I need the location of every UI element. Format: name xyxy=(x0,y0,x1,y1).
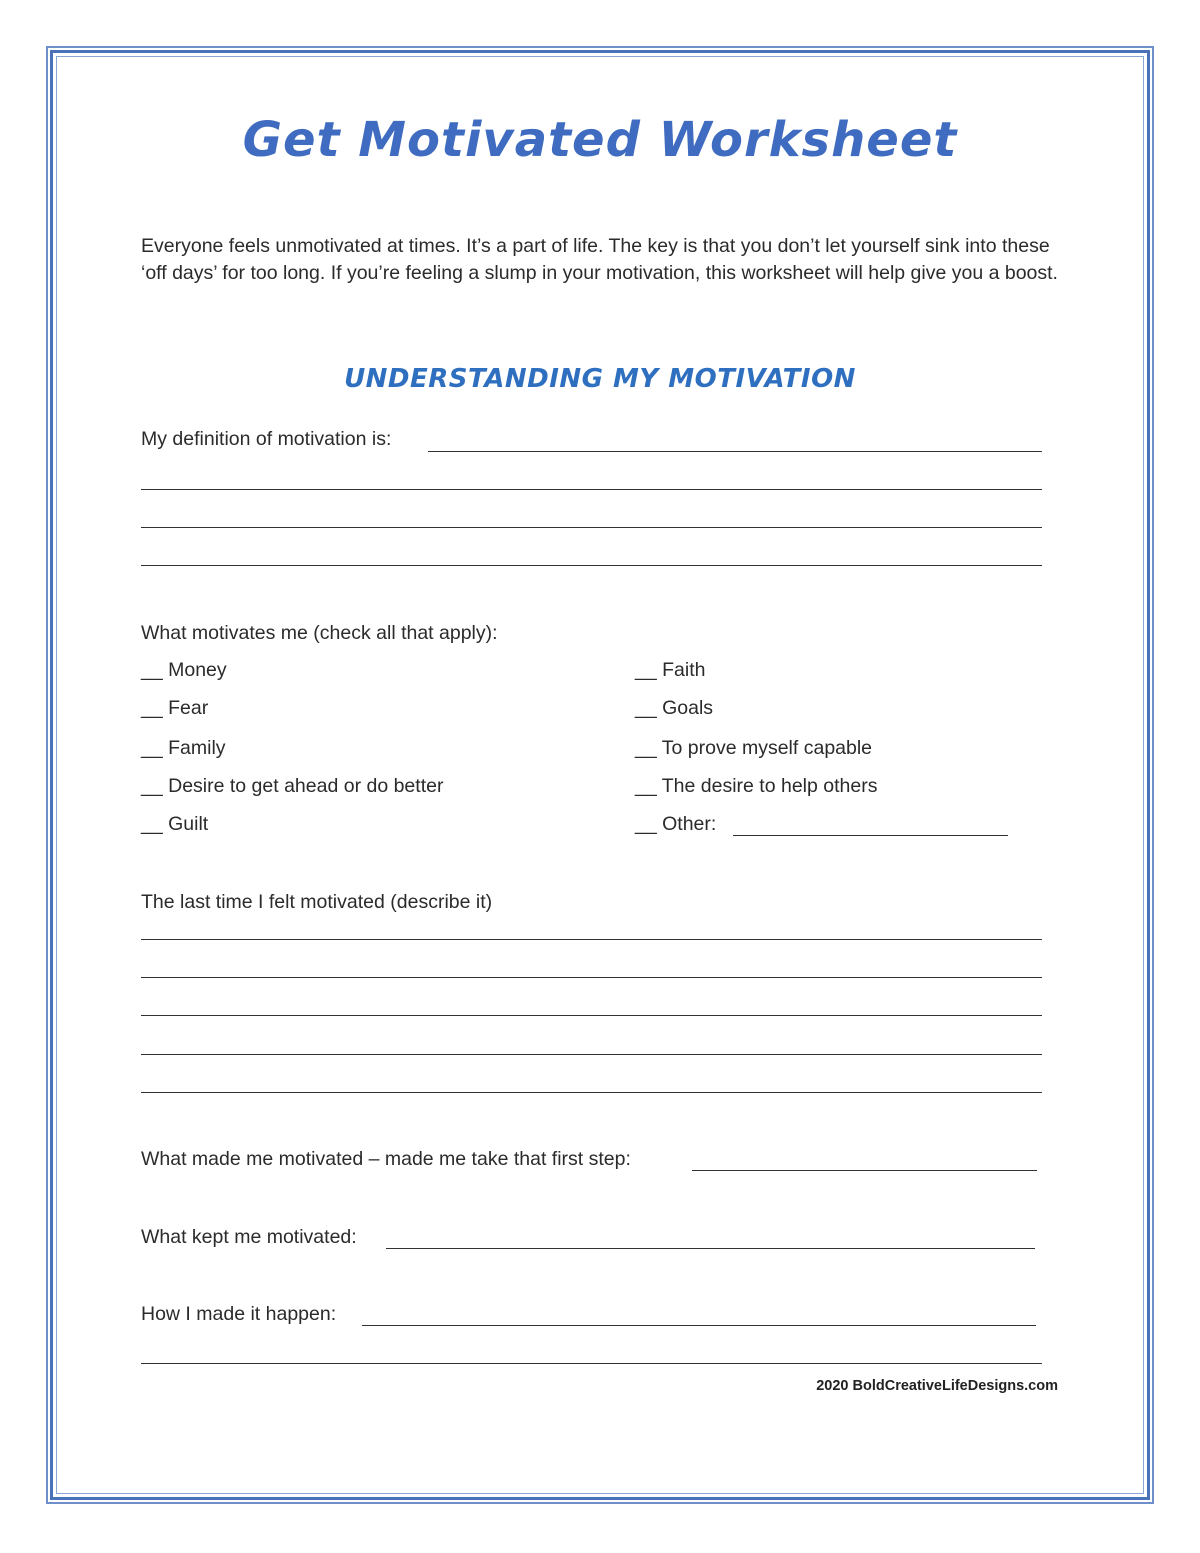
definition-answer-line[interactable] xyxy=(141,565,1042,566)
kept-motivated-answer-line[interactable] xyxy=(386,1248,1035,1249)
checklist-item-desire-to-get-ahead[interactable]: __ Desire to get ahead or do better xyxy=(141,775,444,797)
other-answer-line[interactable] xyxy=(733,835,1008,836)
definition-answer-line[interactable] xyxy=(141,527,1042,528)
kept-motivated-prompt: What kept me motivated: xyxy=(141,1226,357,1248)
last-time-prompt: The last time I felt motivated (describe it) xyxy=(141,891,493,913)
motivators-prompt: What motivates me (check all that apply): xyxy=(141,622,498,644)
first-step-prompt: What made me motivated – made me take that first step: xyxy=(141,1148,631,1170)
how-answer-line[interactable] xyxy=(362,1325,1036,1326)
definition-prompt: My definition of motivation is: xyxy=(141,428,392,450)
last-time-answer-line[interactable] xyxy=(141,1092,1042,1093)
worksheet-title: Get Motivated Worksheet xyxy=(242,112,958,168)
how-prompt: How I made it happen: xyxy=(141,1303,337,1325)
checklist-item-family[interactable]: __ Family xyxy=(141,737,226,759)
definition-answer-line[interactable] xyxy=(428,451,1042,452)
last-time-answer-line[interactable] xyxy=(141,1054,1042,1055)
first-step-answer-line[interactable] xyxy=(692,1170,1037,1171)
footer-credit: 2020 BoldCreativeLifeDesigns.com xyxy=(816,1378,1058,1394)
checklist-item-money[interactable]: __ Money xyxy=(141,659,227,681)
checklist-item-help-others[interactable]: __ The desire to help others xyxy=(635,775,878,797)
intro-paragraph: Everyone feels unmotivated at times. It’s a part of life. The key is that you don’t let yourself sink into these ‘off days’ for too long. If you’re feeling a slump in your motivation, this worksheet will help give you a boost. xyxy=(141,235,1058,284)
last-time-answer-line[interactable] xyxy=(141,1015,1042,1016)
section-heading: UNDERSTANDING MY MOTIVATION xyxy=(344,364,856,394)
last-time-answer-line[interactable] xyxy=(141,939,1042,940)
checklist-item-guilt[interactable]: __ Guilt xyxy=(141,813,209,835)
checklist-item-other[interactable]: __ Other: xyxy=(635,813,717,835)
checklist-item-faith[interactable]: __ Faith xyxy=(635,659,706,681)
definition-answer-line[interactable] xyxy=(141,489,1042,490)
last-time-answer-line[interactable] xyxy=(141,977,1042,978)
checklist-item-goals[interactable]: __ Goals xyxy=(635,697,714,719)
how-answer-line[interactable] xyxy=(141,1363,1042,1364)
checklist-item-fear[interactable]: __ Fear xyxy=(141,697,209,719)
checklist-item-prove-myself[interactable]: __ To prove myself capable xyxy=(635,737,873,759)
